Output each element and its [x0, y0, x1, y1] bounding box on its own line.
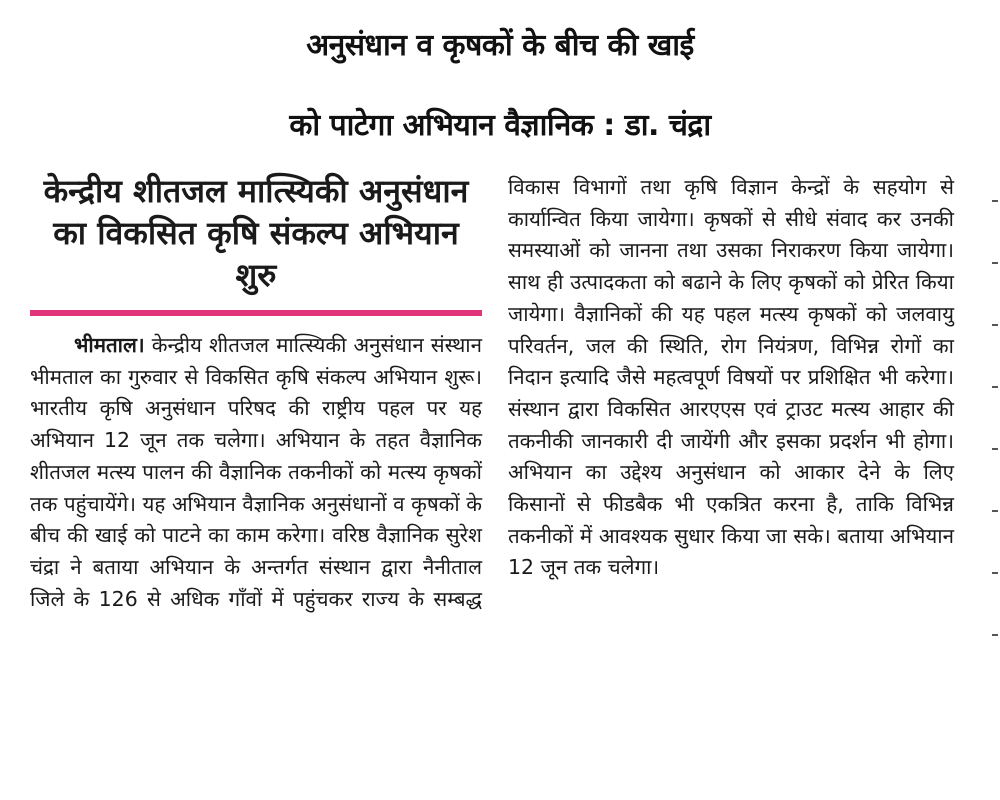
right-column — [508, 172, 954, 584]
edge-mark — [992, 324, 998, 326]
headline-line-2: को पाटेगा अभियान वैज्ञानिक : डा. चंद्रा — [289, 108, 711, 143]
edge-mark — [992, 262, 998, 264]
article-body-left — [30, 330, 482, 615]
article-text-left: केन्द्रीय शीतजल मात्स्यिकी अनुसंधान संस्थान भीमताल का गुरुवार से विकसित कृषि संकल्प अभियान शुरू। भारतीय कृषि अनुसंधान परिषद की राष्ट्रीय पहल पर यह अभियान 12 जून तक चलेगा। अभियान के तहत वैज्ञानिक शीतजल मत्स्य पालन की वैज्ञानिक तकनीकों को मत्स्य कृषकों तक पहुंचायेंगे। यह अभियान वैज्ञानिक अनुसंधानों व कृषकों के बीच की खाई को पाटने का काम करेगा। वरिष्ठ वैज्ञानिक सुरेश चंद्रा ने बताया अभियान के अन्तर्गत संस्थान द्वारा नैनीताल जिले के 126 से अधिक गाँवों में पहुंचकर राज्य के सम्बद्ध — [30, 333, 482, 611]
dateline: भीमताल। — [74, 333, 145, 357]
article-body-right: विकास विभागों तथा कृषि विज्ञान केन्द्रों के सहयोग से कार्यान्वित किया जायेगा। कृषकों से सीधे संवाद कर उनकी समस्याओं को जानना तथा उसका निराकरण किया जायेगा। साथ ही उत्पादकता को बढाने के लिए कृषकों को प्रेरित किया जायेगा। वैज्ञानिकों की यह पहल मत्स्य कृषकों को जलवायु परिवर्तन, जल की स्थिति, रोग नियंत्रण, विभिन्न रोगों का निदान इत्यादि जैसे महत्वपूर्ण विषयों पर प्रशिक्षित भी करेगा। संस्थान द्वारा विकसित आरएएस एवं ट्राउट मत्स्य आहार की तकनीकी जानकारी दी जायेंगी और इसका प्रदर्शन भी होगा। अभियान का उद्देश्य अनुसंधान को आकार देने के लिए किसानों से फीडबैक भी एकत्रित करना है, ताकि विभिन्न तकनीकों में आवश्यक सुधार किया जा सके। बताया अभियान 12 जून तक चलेगा। — [508, 175, 954, 580]
left-column — [30, 170, 482, 615]
pink-divider — [30, 310, 482, 316]
edge-mark — [992, 634, 998, 636]
edge-mark — [992, 448, 998, 450]
edge-mark — [992, 200, 998, 202]
subheadline: केन्द्रीय शीतजल मात्स्यिकी अनुसंधान का विकसित कृषि संकल्प अभियान शुरु — [43, 172, 469, 294]
headline — [0, 0, 1000, 166]
edge-mark — [992, 572, 998, 574]
page-edge-marks — [988, 200, 1000, 800]
edge-mark — [992, 510, 998, 512]
edge-mark — [992, 386, 998, 388]
headline-line-1: अनुसंधान व कृषकों के बीच की खाई — [306, 28, 694, 63]
